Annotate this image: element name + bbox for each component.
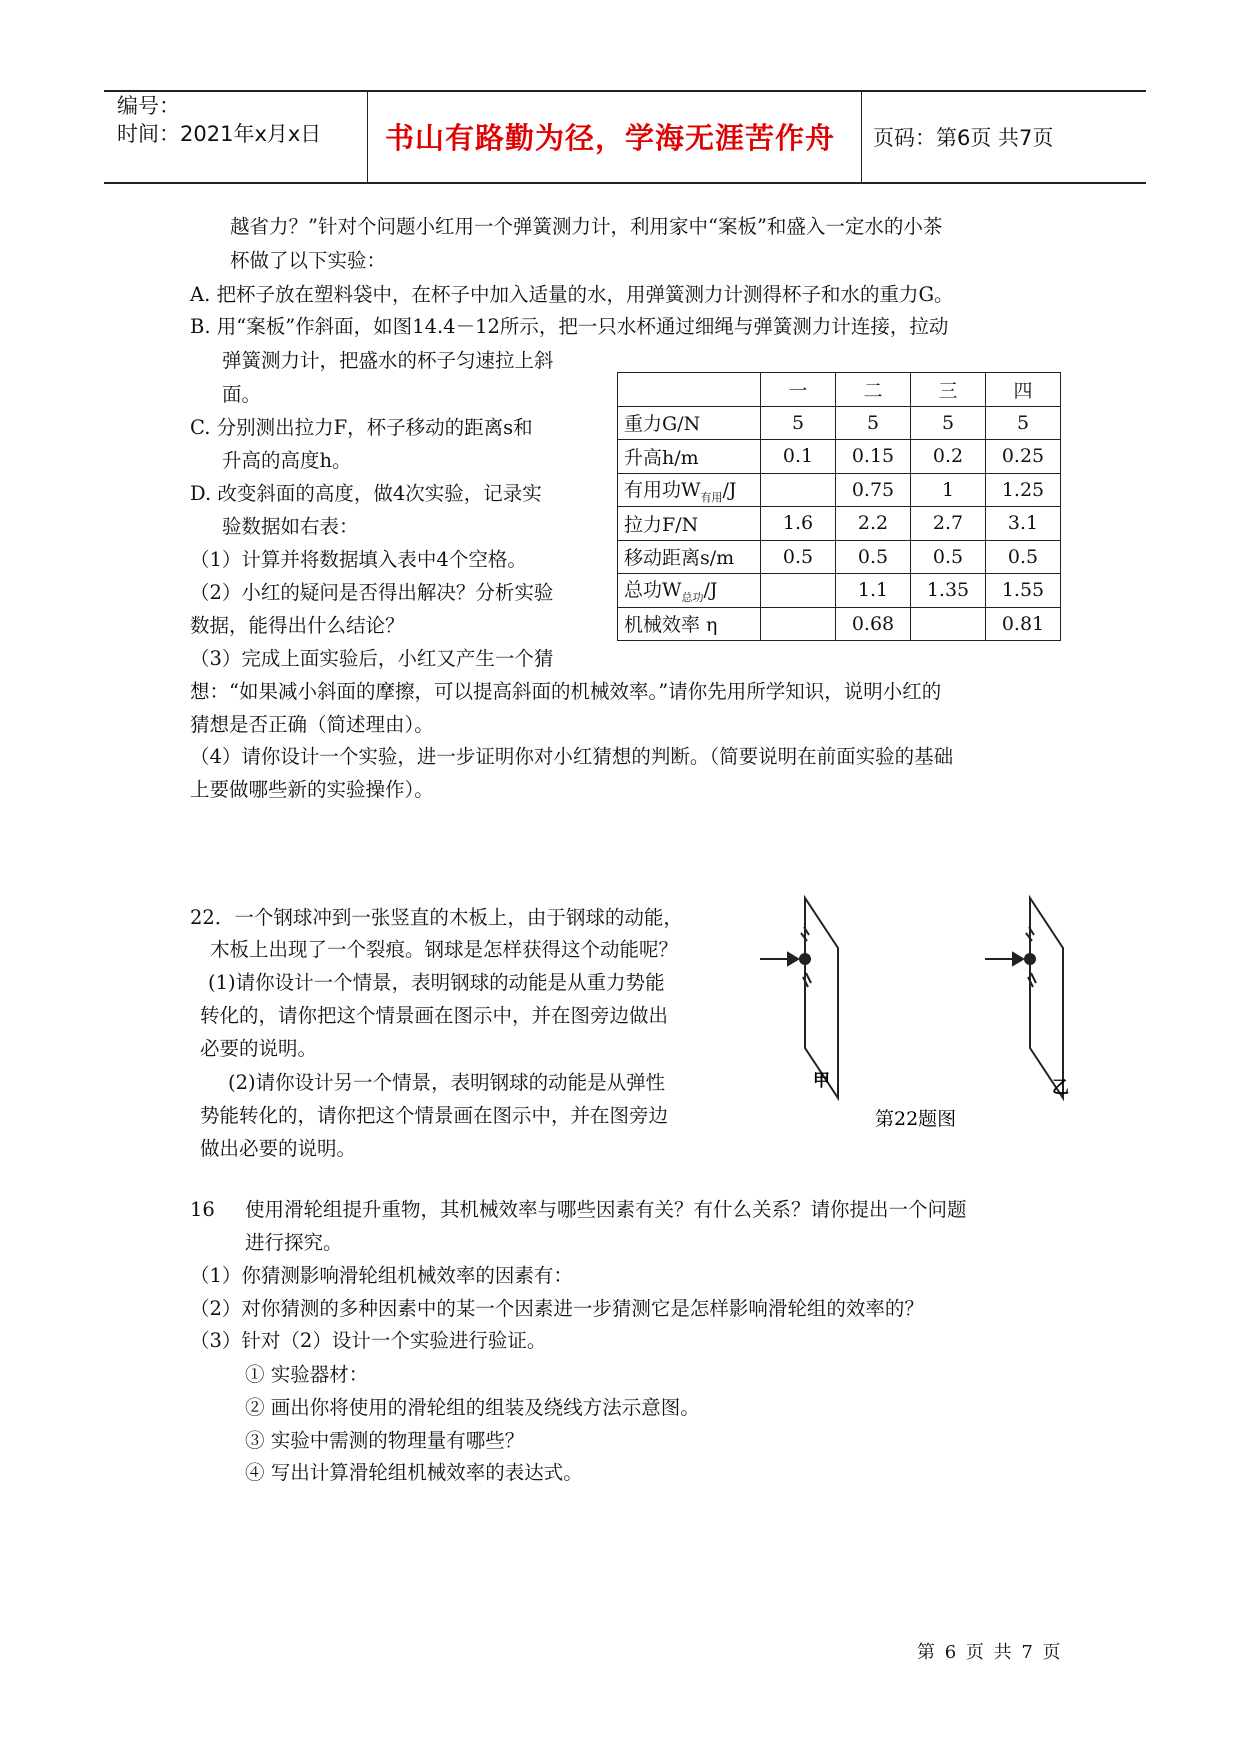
q21-part4-line2: 上要做哪些新的实验操作）。	[190, 778, 434, 801]
header-number: 编号：	[117, 94, 180, 118]
table-cell: 5	[986, 406, 1061, 440]
table-cell	[911, 607, 986, 641]
header-meta	[117, 92, 321, 148]
header-bottom-rule	[104, 182, 1146, 184]
table-cell: 0.68	[836, 607, 911, 641]
q16-part1: （1）你猜测影响滑轮组机械效率的因素有：	[190, 1264, 573, 1287]
table-header-row	[618, 373, 1061, 407]
table-cell	[761, 574, 836, 608]
header-page-number: 页码：第6页 共7页	[873, 126, 1054, 150]
table-cell: 0.15	[836, 440, 911, 474]
q21-step-c-line1: C. 分别测出拉力F，杯子移动的距离s和	[190, 416, 533, 439]
table-cell: 1	[911, 473, 986, 507]
table-row-label: 拉力F/N	[618, 507, 761, 541]
table-cell	[761, 607, 836, 641]
table-cell: 1.55	[986, 574, 1061, 608]
table-row	[618, 540, 1061, 574]
table-cell: 1.25	[986, 473, 1061, 507]
table-header-cell: 三	[911, 373, 986, 407]
table-cell: 0.75	[836, 473, 911, 507]
steel-ball-board-diagram	[760, 893, 1100, 1133]
q22-line8: 做出必要的说明。	[200, 1137, 357, 1160]
q21-step-b-line1: B. 用“案板”作斜面，如图14.4－12所示，把一只水杯通过细绳与弹簧测力计连接，拉动	[190, 315, 949, 338]
table-cell: 5	[911, 406, 986, 440]
table-header-cell: 二	[836, 373, 911, 407]
table-cell: 0.25	[986, 440, 1061, 474]
q21-step-d-line1: D. 改变斜面的高度，做4次实验，记录实	[190, 482, 542, 505]
table-row	[618, 406, 1061, 440]
q21-part2-line1: （2）小红的疑问是否得出解决？分析实验	[190, 581, 554, 604]
q22-line2: 木板上出现了一个裂痕。钢球是怎样获得这个动能呢？	[210, 938, 679, 961]
table-cell: 2.7	[911, 507, 986, 541]
q22-line1: 22．一个钢球冲到一张竖直的木板上，由于钢球的动能，	[190, 906, 683, 929]
table-cell: 0.5	[986, 540, 1061, 574]
table-row-label: 有用功$W_{有用}/J$	[618, 473, 761, 507]
table-header-cell: 一	[761, 373, 836, 407]
table-cell: 5	[836, 406, 911, 440]
q16-sub3: ③ 实验中需测的物理量有哪些？	[245, 1429, 525, 1452]
q22-line4: 转化的，请你把这个情景画在图示中，并在图旁边做出	[200, 1004, 669, 1027]
table-cell	[761, 473, 836, 507]
q21-part3-line2: 想：“如果减小斜面的摩擦，可以提高斜面的机械效率。”请你先用所学知识，说明小红的	[190, 680, 942, 703]
table-row-label: 总功$W_{总功}/J$	[618, 574, 761, 608]
table-cell: 5	[761, 406, 836, 440]
table-row	[618, 473, 1061, 507]
table-cell: 3.1	[986, 507, 1061, 541]
board-diagram-a	[760, 898, 838, 1098]
table-cell: 0.5	[761, 540, 836, 574]
table-row-label: 升高h/m	[618, 440, 761, 474]
board-diagram-b	[985, 898, 1063, 1098]
incline-data-table	[617, 372, 1061, 641]
q16-sub4: ④ 写出计算滑轮组机械效率的表达式。	[245, 1461, 583, 1484]
table-cell: 0.5	[911, 540, 986, 574]
table-cell: 1.35	[911, 574, 986, 608]
table-cell: 0.2	[911, 440, 986, 474]
q21-step-b-line3: 面。	[222, 383, 262, 406]
table-cell: 0.5	[836, 540, 911, 574]
figure-label-b: 乙	[1052, 1078, 1069, 1098]
header-divider-left	[367, 91, 368, 183]
q16-number: 16	[190, 1198, 215, 1221]
q21-step-a: A. 把杯子放在塑料袋中，在杯子中加入适量的水，用弹簧测力计测得杯子和水的重力G。	[190, 283, 954, 306]
q16-sub1: ① 实验器材：	[245, 1363, 369, 1386]
table-header-cell	[618, 373, 761, 407]
table-row	[618, 574, 1061, 608]
table-row	[618, 507, 1061, 541]
q21-step-d-line2: 验数据如右表：	[222, 515, 359, 538]
q22-line7: 势能转化的，请你把这个情景画在图示中，并在图旁边	[200, 1104, 669, 1127]
q16-sub2: ② 画出你将使用的滑轮组的组装及绕线方法示意图。	[245, 1396, 700, 1419]
table-header-cell: 四	[986, 373, 1061, 407]
header-divider-right	[861, 91, 862, 183]
q21-part4-line1: （4）请你设计一个实验，进一步证明你对小红猜想的判断。（简要说明在前面实验的基础	[190, 745, 954, 768]
table-row-label: 重力G/N	[618, 406, 761, 440]
table-row	[618, 607, 1061, 641]
table-row-label: 移动距离s/m	[618, 540, 761, 574]
header-time: 时间：2021年x月x日	[117, 122, 322, 146]
q16-part3: （3）针对（2）设计一个实验进行验证。	[190, 1329, 547, 1352]
q16-line1: 使用滑轮组提升重物，其机械效率与哪些因素有关？有什么关系？请你提出一个问题	[245, 1198, 967, 1221]
table-cell: 2.2	[836, 507, 911, 541]
q21-intro-line2: 杯做了以下实验：	[230, 249, 387, 272]
q16-part2: （2）对你猜测的多种因素中的某一个因素进一步猜测它是怎样影响滑轮组的效率的？	[190, 1297, 924, 1320]
q21-step-c-line2: 升高的高度h。	[222, 449, 352, 472]
table-cell: 1.1	[836, 574, 911, 608]
q22-line3: (1)请你设计一个情景，表明钢球的动能是从重力势能	[208, 971, 665, 994]
page-footer: 第 6 页 共 7 页	[917, 1642, 1063, 1663]
table-cell: 0.1	[761, 440, 836, 474]
q21-part3-line1: （3）完成上面实验后，小红又产生一个猜	[190, 647, 554, 670]
q21-part2-line2: 数据，能得出什么结论？	[190, 614, 405, 637]
table-cell: 1.6	[761, 507, 836, 541]
header-motto: 书山有路勤为径，学海无涯苦作舟	[384, 121, 835, 155]
table-row	[618, 440, 1061, 474]
figure-label-a: 甲	[813, 1071, 830, 1091]
q22-line6: (2)请你设计另一个情景，表明钢球的动能是从弹性	[228, 1071, 666, 1094]
figure-caption: 第22题图	[875, 1108, 957, 1130]
q21-intro-line1: 越省力？”针对个问题小红用一个弹簧测力计，利用家中“案板”和盛入一定水的小茶	[230, 215, 943, 238]
table-cell: 0.81	[986, 607, 1061, 641]
q21-part1: （1）计算并将数据填入表中4个空格。	[190, 548, 527, 571]
q21-part3-line3: 猜想是否正确（简述理由）。	[190, 713, 434, 736]
q22-line5: 必要的说明。	[200, 1037, 318, 1060]
q22-figure	[760, 893, 1100, 1133]
table-row-label: 机械效率 η	[618, 607, 761, 641]
q16-line2: 进行探究。	[245, 1231, 343, 1254]
q21-step-b-line2: 弹簧测力计，把盛水的杯子匀速拉上斜	[222, 349, 554, 372]
